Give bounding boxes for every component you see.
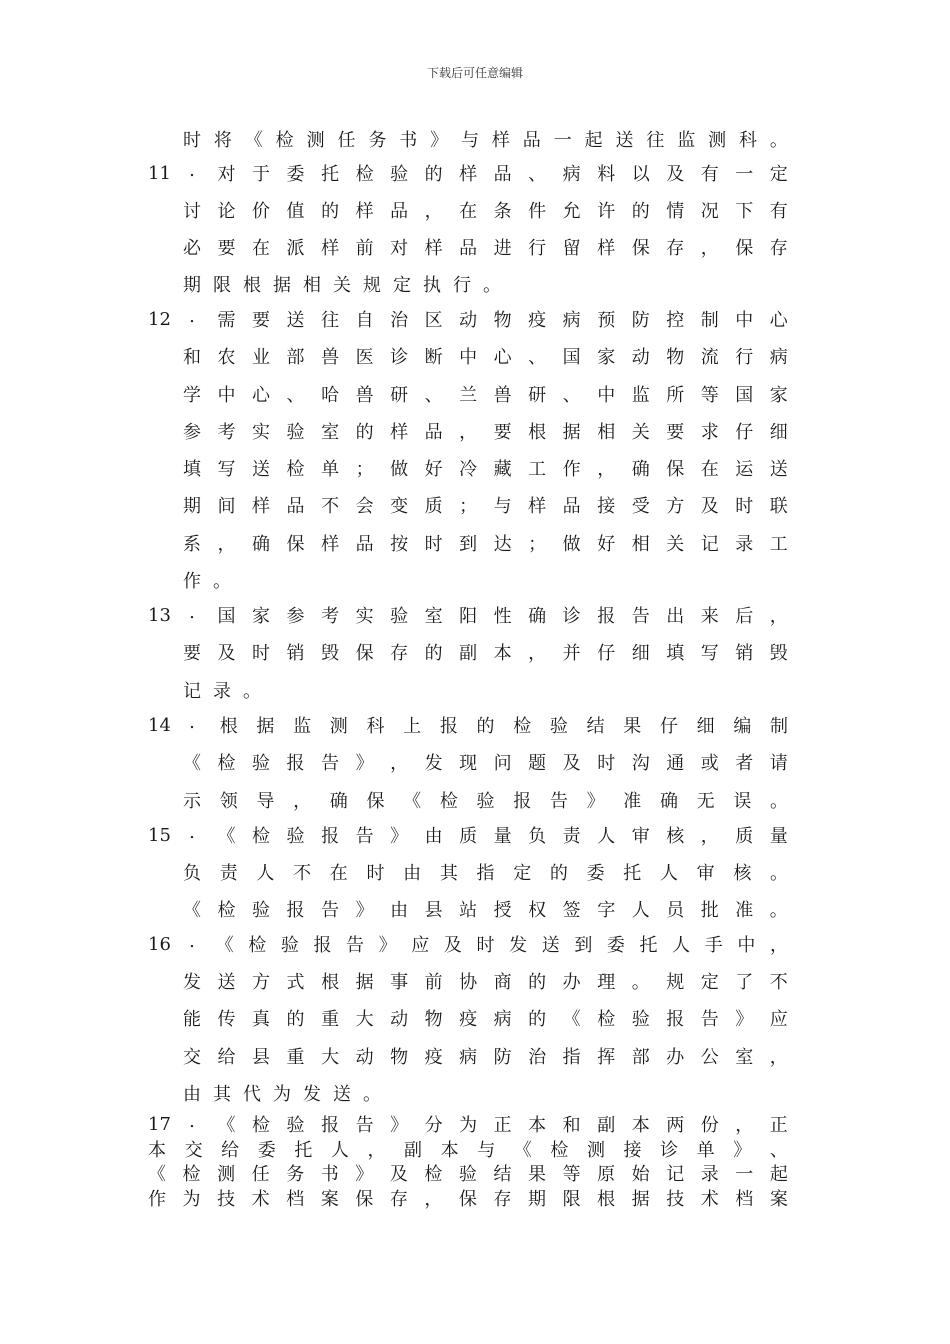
item-number: 17 [148, 1113, 171, 1135]
line-text: 学 中 心 、 哈 兽 研 、 兰 兽 研 、 中 监 所 等 国 家 [183, 385, 788, 406]
text-line [183, 895, 788, 923]
line-text: . 根 据 监 测 科 上 报 的 检 验 结 果 仔 细 编 制 [189, 712, 788, 737]
text-line [183, 417, 788, 445]
text-line [183, 676, 788, 704]
text-line [183, 270, 788, 298]
line-text: . 《 检 验 报 告 》 应 及 时 发 送 到 委 托 人 手 中 ， [189, 931, 788, 956]
item-number: 12 [148, 308, 171, 330]
text-line [148, 1112, 788, 1136]
text-line [183, 1079, 788, 1107]
text-line [183, 491, 788, 519]
line-text: 负 责 人 不 在 时 由 其 指 定 的 委 托 人 审 核 。 [183, 863, 788, 884]
item-number: 15 [148, 824, 171, 846]
line-text: 时 将 《 检 测 任 务 书 》 与 样 品 一 起 送 往 监 测 科 。 [183, 130, 788, 151]
line-text: 作 。 [183, 571, 231, 592]
text-line [183, 342, 788, 370]
line-text: 要 及 时 销 毁 保 存 的 副 本 ， 并 仔 细 填 写 销 毁 [183, 643, 788, 664]
line-text: . 《 检 验 报 告 》 分 为 正 本 和 副 本 两 份 ， 正 [189, 1111, 788, 1136]
text-line [148, 159, 788, 187]
text-line [183, 529, 788, 557]
text-line [183, 1004, 788, 1032]
line-text: 系 ， 确 保 样 品 按 时 到 达 ； 做 好 相 关 记 录 工 [183, 534, 788, 555]
item-number: 14 [148, 714, 171, 736]
line-text: 必 要 在 派 样 前 对 样 品 进 行 留 样 保 存 ， 保 存 [183, 238, 788, 259]
line-text: 《 检 验 报 告 》 ， 发 现 问 题 及 时 沟 通 或 者 请 [183, 753, 788, 774]
text-line [148, 1161, 788, 1185]
line-text: 讨 论 价 值 的 样 品 ， 在 条 件 允 许 的 情 况 下 有 [183, 201, 788, 222]
text-line [183, 196, 788, 224]
line-text: . 国 家 参 考 实 验 室 阳 性 确 诊 报 告 出 来 后 ， [189, 602, 788, 627]
text-line [183, 967, 788, 995]
item-number: 16 [148, 933, 171, 955]
text-line [148, 1137, 788, 1161]
line-text: 和 农 业 部 兽 医 诊 断 中 心 、 国 家 动 物 流 行 病 [183, 347, 788, 368]
line-text: 期 限 根 据 相 关 规 定 执 行 。 [183, 275, 501, 296]
line-text: 交 给 县 重 大 动 物 疫 病 防 治 指 挥 部 办 公 室 ， [183, 1047, 788, 1068]
text-line [183, 380, 788, 408]
text-line [183, 638, 788, 666]
item-number: 13 [148, 604, 171, 626]
line-text: 发 送 方 式 根 据 事 前 协 商 的 办 理 。 规 定 了 不 [183, 972, 788, 993]
line-text: 参 考 实 验 室 的 样 品 ， 要 根 据 相 关 要 求 仔 细 [183, 422, 788, 443]
line-text: 《 检 测 任 务 书 》 及 检 验 结 果 等 原 始 记 录 一 起 [148, 1164, 788, 1185]
line-text: 记 录 。 [183, 681, 261, 702]
item-number: 11 [148, 162, 171, 184]
text-line [183, 858, 788, 886]
line-text: 作 为 技 术 档 案 保 存 ， 保 存 期 限 根 据 技 术 档 案 [148, 1189, 788, 1210]
line-text: 填 写 送 检 单 ； 做 好 冷 藏 工 作 ， 确 保 在 运 送 [183, 459, 788, 480]
text-line [148, 930, 788, 958]
text-line [183, 454, 788, 482]
text-line [148, 601, 788, 629]
line-text: . 《 检 验 报 告 》 由 质 量 负 责 人 审 核 ， 质 量 [189, 822, 788, 847]
text-line [183, 233, 788, 261]
line-text: 示 领 导 ， 确 保 《 检 验 报 告 》 准 确 无 误 。 [183, 791, 788, 812]
text-line [183, 1042, 788, 1070]
page-header: 下载后可任意编辑 [426, 66, 523, 80]
line-text: . 需 要 送 往 自 治 区 动 物 疫 病 预 防 控 制 中 心 [189, 306, 788, 331]
text-line [148, 1186, 788, 1210]
line-text: . 对 于 委 托 检 验 的 样 品 、 病 料 以 及 有 一 定 [189, 160, 788, 185]
line-text: 由 其 代 为 发 送 。 [183, 1084, 381, 1105]
text-line [148, 711, 788, 739]
text-line [183, 786, 788, 814]
text-line [148, 305, 788, 333]
text-line [148, 821, 788, 849]
text-line [183, 748, 788, 776]
text-line [183, 566, 788, 594]
line-text: 能 传 真 的 重 大 动 物 疫 病 的 《 检 验 报 告 》 应 [183, 1009, 788, 1030]
line-text: 本 交 给 委 托 人 ， 副 本 与 《 检 测 接 诊 单 》 、 [148, 1140, 788, 1161]
line-text: 期 间 样 品 不 会 变 质 ； 与 样 品 接 受 方 及 时 联 [183, 496, 788, 517]
line-text: 《 检 验 报 告 》 由 县 站 授 权 签 字 人 员 批 准 。 [183, 900, 788, 921]
text-line [148, 125, 788, 153]
